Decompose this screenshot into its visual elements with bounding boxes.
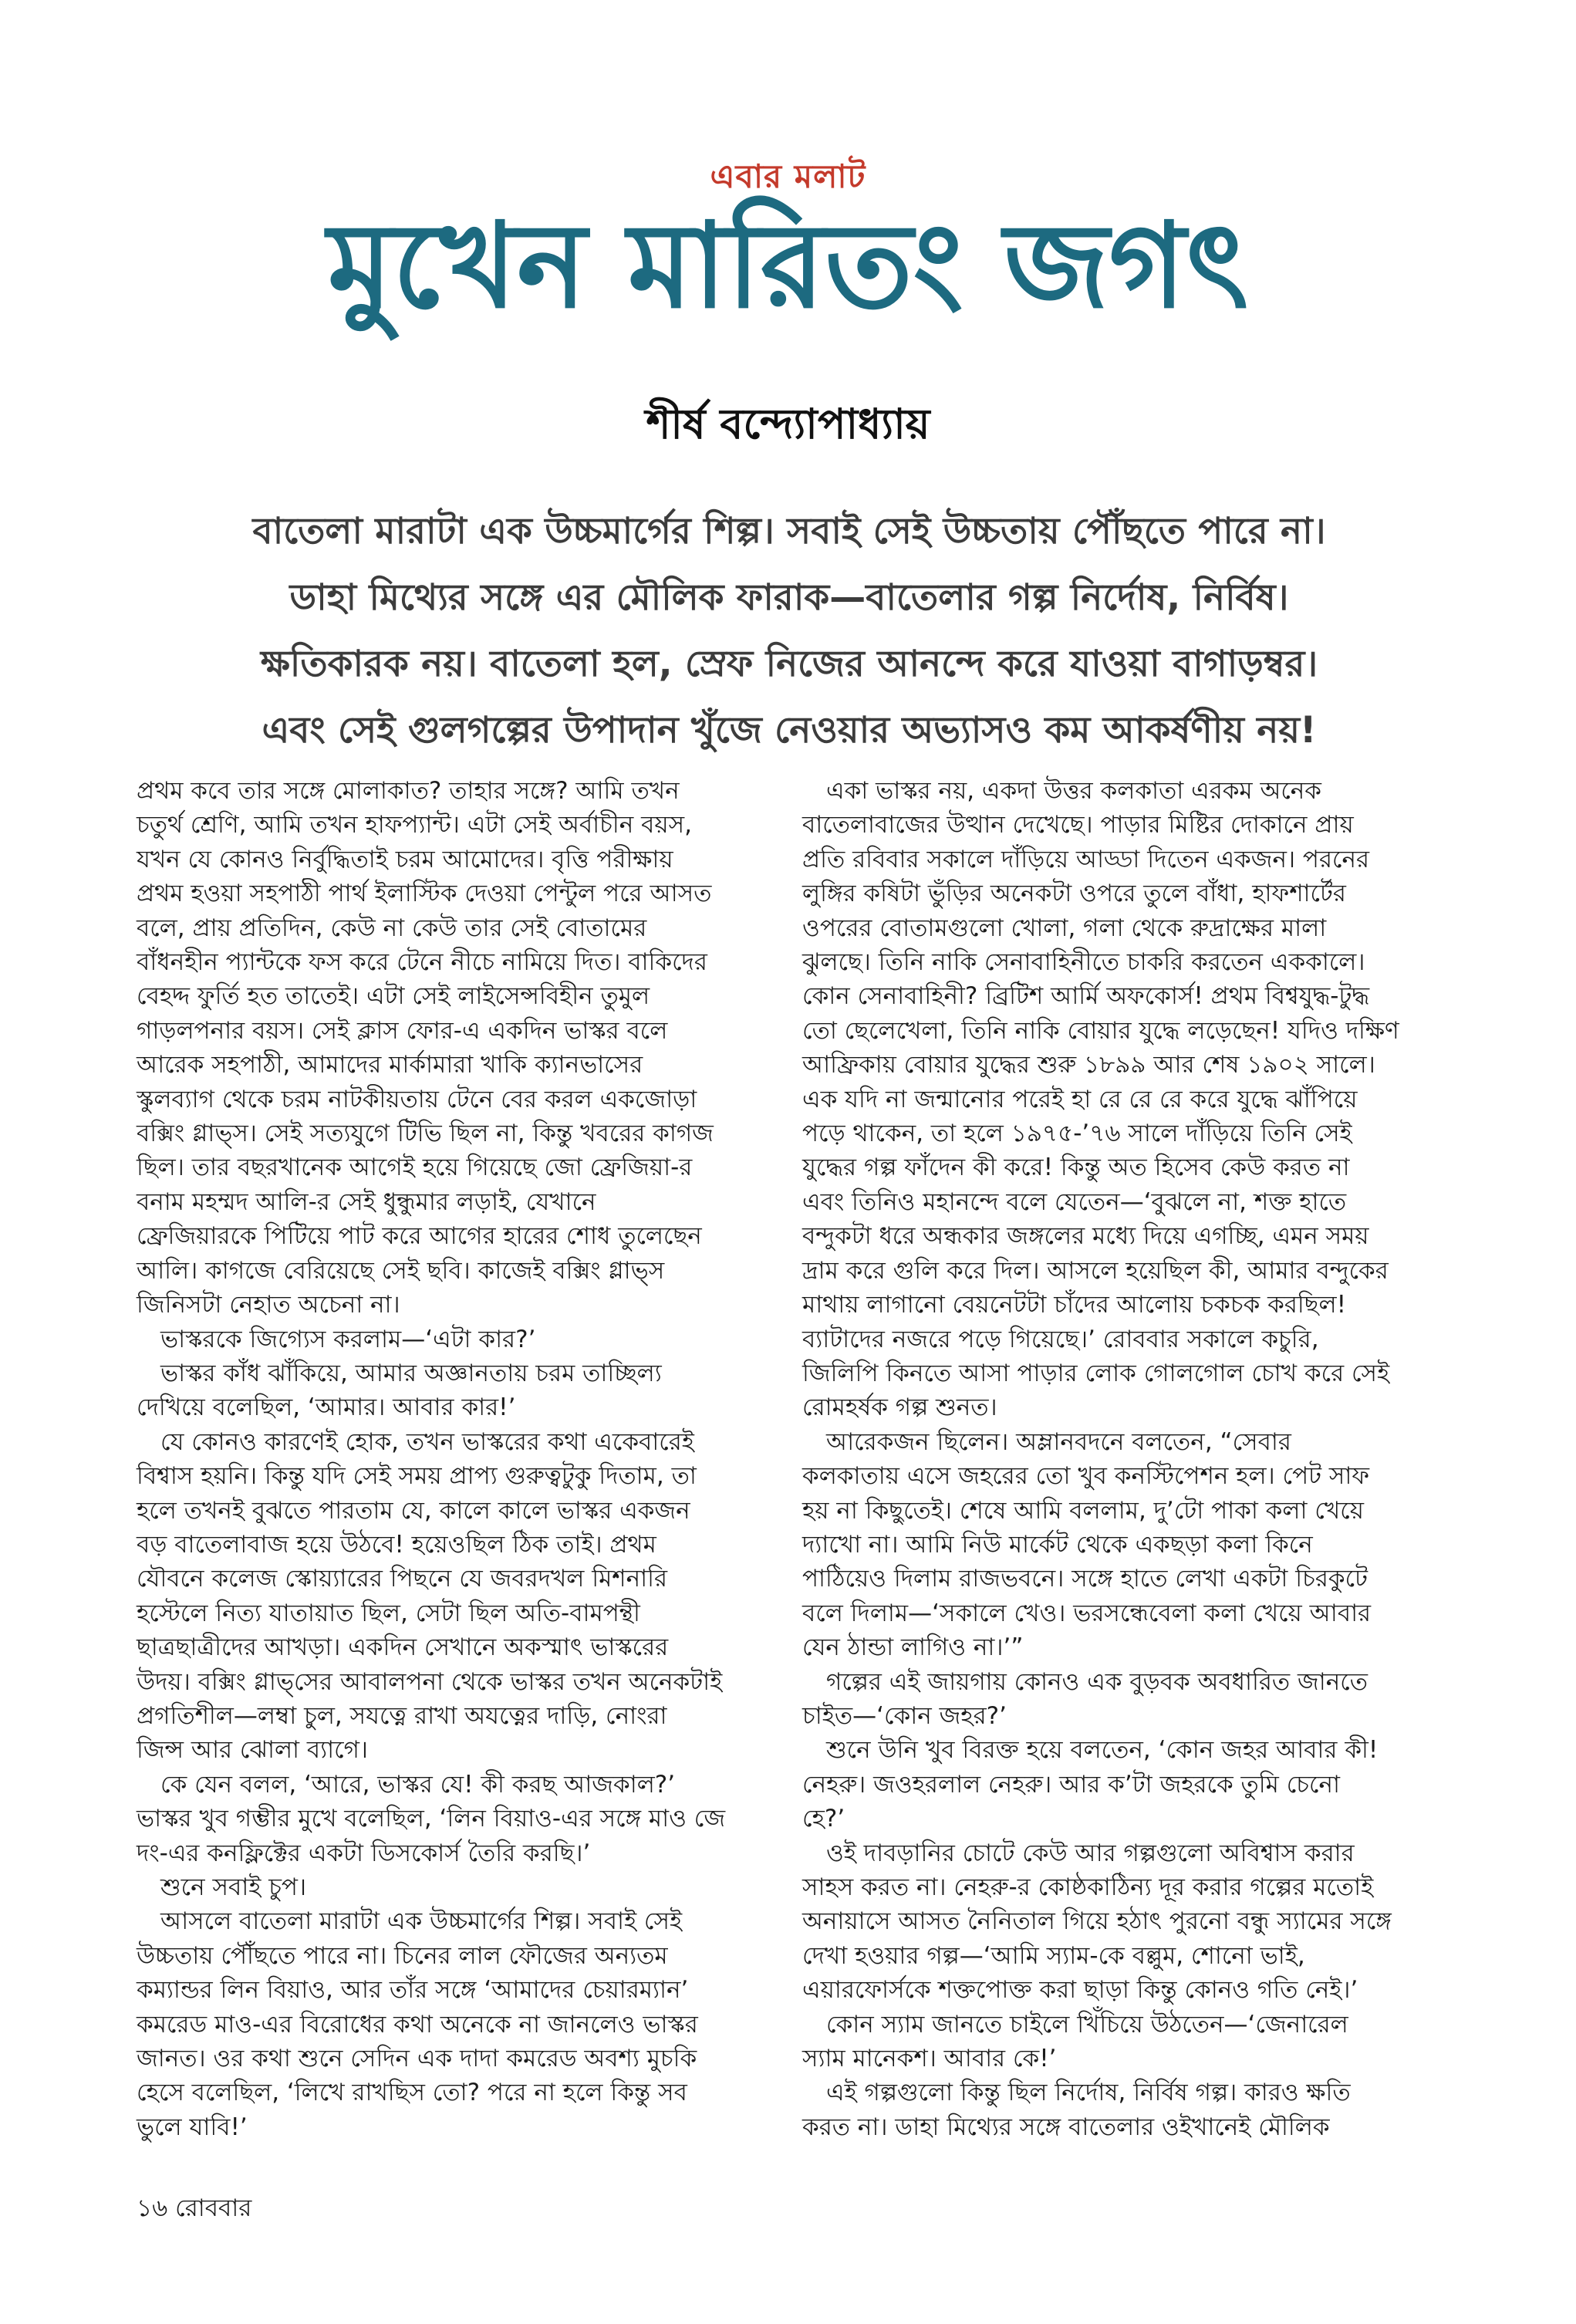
text-line: হয় না কিছুতেই। শেষে আমি বললাম, দু’টো পাকা কলা খেয়ে [802, 1496, 1364, 1525]
lead-standfirst [137, 498, 1442, 764]
text-line: চতুর্থ শ্রেণি, আমি তখন হাফপ্যান্ট। এটা সেই অর্বাচীন বয়স, [137, 811, 692, 839]
text-line: হলে তখনই বুঝতে পারতাম যে, কালে কালে ভাস্কর একজন [137, 1496, 690, 1525]
text-line: বন্দুকটা ধরে অন্ধকার জঙ্গলের মধ্যে দিয়ে এগচ্ছি, এমন সময় [802, 1222, 1369, 1251]
text-line: ভুলে যাবি!’ [137, 2113, 248, 2141]
text-line: গল্পের এই জায়গায় কোনও এক বুড়বক অবধারিত জানতে [802, 1667, 1368, 1696]
text-line: করত না। ডাহা মিথ্যের সঙ্গে বাতেলার ওইখানেই মৌলিক [802, 2113, 1330, 2141]
text-line: দং-এর কনফ্লিক্টের একটা ডিসকোর্স তৈরি করছি।’ [137, 1839, 591, 1867]
text-line: হস্টেলে নিত্য যাতায়াত ছিল, সেটা ছিল অতি-বামপন্থী [137, 1599, 640, 1627]
text-line: বেহদ্দ ফুর্তি হত তাতেই। এটা সেই লাইসেন্সবিহীন তুমুল [137, 982, 650, 1011]
text-line: গাড়লপনার বয়স। সেই ক্লাস ফোর-এ একদিন ভাস্কর বলে [137, 1016, 668, 1045]
text-line: কলকাতায় এসে জহরের তো খুব কনস্টিপেশন হল। পেট সাফ [802, 1462, 1369, 1491]
body-column-right [802, 774, 1449, 2144]
text-line: ওই দাবড়ানির চোটে কেউ আর গল্পগুলো অবিশ্বাস করার [802, 1839, 1355, 1867]
text-line: ভাস্কর কাঁধ ঝাঁকিয়ে, আমার অজ্ঞানতায় চরম তাচ্ছিল্য [137, 1359, 662, 1387]
text-line: জিলিপি কিনতে আসা পাড়ার লোক গোলগোল চোখ করে সেই [802, 1359, 1390, 1387]
text-line: তো ছেলেখেলা, তিনি নাকি বোয়ার যুদ্ধে লড়েছেন! যদিও দক্ষিণ [802, 1016, 1399, 1045]
text-line: বলে, প্রায় প্রতিদিন, কেউ না কেউ তার সেই বোতামের [137, 914, 647, 942]
text-line: ডাহা মিথ্যের সঙ্গে এর মৌলিক ফারাক—বাতেলার গল্প নির্দোষ, নির্বিষ। [289, 576, 1289, 619]
text-line: বাতেলা মারাটা এক উচ্চমার্গের শিল্প। সবাই সেই উচ্চতায় পৌঁছতে পারে না। [252, 510, 1326, 552]
text-line: পড়ে থাকেন, তা হলে ১৯৭৫-’৭৬ সালে দাঁড়িয়ে তিনি সেই [802, 1120, 1352, 1148]
text-line: স্কুলব্যাগ থেকে চরম নাটকীয়তায় টেনে বের করল একজোড়া [137, 1085, 697, 1113]
text-line: হে?’ [802, 1805, 845, 1833]
text-line: জানত। ওর কথা শুনে সেদিন এক দাদা কমরেড অবশ্য মুচকি [137, 2045, 697, 2073]
text-line: এবং তিনিও মহানন্দে বলে যেতেন—‘বুঝলে না, শক্ত হাতে [802, 1187, 1347, 1216]
author-byline: শীর্ষ বন্দ্যোপাধ্যায় [646, 400, 930, 448]
text-line: বক্সিং গ্লাভ্‌স। সেই সত্যযুগে টিভি ছিল না, কিন্তু খবরের কাগজ [137, 1120, 714, 1148]
text-line: লুঙ্গির কষিটা ভুঁড়ির অনেকটা ওপরে তুলে বাঁধা, হাফশার্টের [802, 880, 1346, 908]
text-line: উচ্চতায় পৌঁছতে পারে না। চিনের লাল ফৌজের অন্যতম [137, 1941, 668, 1970]
text-line: নেহরু। জওহরলাল নেহরু। আর ক’টা জহরকে তুমি চেনো [802, 1770, 1340, 1799]
text-line: যৌবনে কলেজ স্কোয়্যারের পিছনে যে জবরদখল মিশনারি [137, 1565, 668, 1593]
text-line: রোমহর্ষক গল্প শুনত। [802, 1393, 997, 1422]
text-line: আফ্রিকায় বোয়ার যুদ্ধের শুরু ১৮৯৯ আর শেষ ১৯০২ সালে। [802, 1051, 1375, 1079]
text-line: উদয়। বক্সিং গ্লাভ্‌সের আবালপনা থেকে ভাস্কর তখন অনেকটাই [137, 1667, 723, 1696]
text-line: ক্ষতিকারক নয়। বাতেলা হল, স্রেফ নিজের আনন্দে করে যাওয়া বাগাড়ম্বর। [260, 643, 1318, 685]
text-line: আরেক সহপাঠী, আমাদের মার্কামারা খাকি ক্যানভাসের [137, 1051, 643, 1079]
text-line: ওপরের বোতামগুলো খোলা, গলা থেকে রুদ্রাক্ষের মালা [802, 914, 1327, 942]
text-line: দ্রাম করে গুলি করে দিল। আসলে হয়েছিল কী, আমার বন্দুকের [802, 1256, 1389, 1285]
text-line: চাইত—‘কোন জহর?’ [802, 1701, 1007, 1730]
text-line: এবং সেই গুলগল্পের উপাদান খুঁজে নেওয়ার অভ্যাসও কম আকর্ষণীয় নয়! [262, 709, 1317, 752]
text-line: এক যদি না জন্মানোর পরেই হা রে রে রে করে যুদ্ধে ঝাঁপিয়ে [802, 1085, 1358, 1113]
text-line: কম্যান্ডর লিন বিয়াও, আর তাঁর সঙ্গে ‘আমাদের চেয়ারম্যান’ [137, 1976, 689, 2005]
text-line: ফ্রেজিয়ারকে পিটিয়ে পাট করে আগের হারের শোধ তুলেছেন [137, 1222, 702, 1251]
text-line: প্রথম কবে তার সঙ্গে মোলাকাত? তাহার সঙ্গে? আমি তখন [137, 777, 680, 805]
text-line: যুদ্ধের গল্প ফাঁদেন কী করে! কিন্তু অত হিসেব কেউ করত না [802, 1154, 1350, 1182]
text-line: আসলে বাতেলা মারাটা এক উচ্চমার্গের শিল্প। সবাই সেই [137, 1907, 683, 1936]
text-line: বড় বাতেলাবাজ হয়ে উঠবে! হয়েওছিল ঠিক তাই। প্রথম [137, 1530, 656, 1559]
article-title: মুখেন মারিতং জগৎ [327, 198, 1249, 334]
body-column-left [137, 774, 783, 2144]
text-line: যে কোনও কারণেই হোক, তখন ভাস্করের কথা একেবারেই [137, 1427, 694, 1456]
text-line: কমরেড মাও-এর বিরোধের কথা অনেকে না জানলেও ভাস্কর [137, 2010, 698, 2039]
section-kicker: এবার মলাট [710, 157, 866, 195]
text-line: কোন স্যাম জানতে চাইলে খিঁচিয়ে উঠতেন—‘জেনারেল [802, 2010, 1348, 2039]
text-line: আলি। কাগজে বেরিয়েছে সেই ছবি। কাজেই বক্সিং গ্লাভ্‌স [137, 1256, 665, 1285]
text-line: ছিল। তার বছরখানেক আগেই হয়ে গিয়েছে জো ফ্রেজিয়া-র [137, 1154, 693, 1182]
text-line: সাহস করত না। নেহরু-র কোষ্ঠকাঠিন্য দূর করার গল্পের মতোই [802, 1873, 1374, 1901]
text-line: জিনিসটা নেহাত অচেনা না। [137, 1291, 400, 1319]
page-footer: ১৬ রোববার [137, 2194, 252, 2222]
text-line: হেসে বলেছিল, ‘লিখে রাখছিস তো? পরে না হলে কিন্তু সব [137, 2079, 687, 2107]
text-line: বাতেলাবাজের উত্থান দেখেছে। পাড়ার মিষ্টির দোকানে প্রায় [802, 811, 1354, 839]
text-line: শুনে সবাই চুপ। [137, 1873, 307, 1901]
text-line: ব্যাটাদের নজরে পড়ে গিয়েছে।’ রোববার সকালে কচুরি, [802, 1325, 1319, 1353]
text-line: দ্যাখো না। আমি নিউ মার্কেট থেকে একছড়া কলা কিনে [802, 1530, 1313, 1559]
text-line: কোন সেনাবাহিনী? ব্রিটিশ আর্মি অফকোর্স! প্রথম বিশ্বযুদ্ধ-টুদ্ধ [802, 982, 1370, 1011]
text-line: দেখা হওয়ার গল্প—‘আমি স্যাম-কে বল্লুম, শোনো ভাই, [802, 1941, 1305, 1970]
text-line: এয়ারফোর্সকে শক্তপোক্ত করা ছাড়া কিন্তু কোনও গতি নেই।’ [802, 1976, 1358, 2005]
text-line: প্রথম হওয়া সহপাঠী পার্থ ইলাস্টিক দেওয়া পেন্টুল পরে আসত [137, 880, 712, 908]
text-line: ঝুলছে। তিনি নাকি সেনাবাহিনীতে চাকরি করতেন এককালে। [802, 948, 1365, 977]
text-line: বাঁধনহীন প্যান্টকে ফস করে টেনে নীচে নামিয়ে দিত। বাকিদের [137, 948, 707, 977]
text-line: কে যেন বলল, ‘আরে, ভাস্কর যে! কী করছ আজকাল?’ [137, 1770, 676, 1799]
text-line: মাথায় লাগানো বেয়নেটটা চাঁদের আলোয় চকচক করছিল! [802, 1291, 1347, 1319]
text-line: জিন্স আর ঝোলা ব্যাগে। [137, 1736, 368, 1765]
text-line: প্রতি রবিবার সকালে দাঁড়িয়ে আড্ডা দিতেন একজন। পরনের [802, 845, 1370, 873]
text-line: এই গল্পগুলো কিন্তু ছিল নির্দোষ, নির্বিষ গল্প। কারও ক্ষতি [802, 2079, 1351, 2107]
text-line: ছাত্রছাত্রীদের আখড়া। একদিন সেখানে অকস্মাৎ ভাস্করের [137, 1633, 669, 1662]
text-line: স্যাম মানেকশ। আবার কে!’ [802, 2045, 1057, 2073]
text-line: ভাস্কর খুব গম্ভীর মুখে বলেছিল, ‘লিন বিয়াও-এর সঙ্গে মাও জে [137, 1805, 726, 1833]
text-line: একা ভাস্কর নয়, একদা উত্তর কলকাতা এরকম অনেক [802, 777, 1321, 805]
text-line: যখন যে কোনও নির্বুদ্ধিতাই চরম আমোদের। বৃত্তি পরীক্ষায় [137, 845, 673, 873]
text-line: বিশ্বাস হয়নি। কিন্তু যদি সেই সময় প্রাপ্য গুরুত্বটুকু দিতাম, তা [137, 1462, 697, 1491]
text-line: বনাম মহম্মদ আলি-র সেই ধুন্ধুমার লড়াই, যেখানে [137, 1187, 596, 1216]
text-line: যেন ঠান্ডা লাগিও না।’” [802, 1633, 1024, 1662]
text-line: ভাস্করকে জিগ্যেস করলাম—‘এটা কার?’ [137, 1325, 536, 1353]
text-line: অনায়াসে আসত নৈনিতাল গিয়ে হঠাৎ পুরনো বন্ধু স্যামের সঙ্গে [802, 1907, 1392, 1936]
text-line: আরেকজন ছিলেন। অম্লানবদনে বলতেন, “সেবার [802, 1427, 1291, 1456]
text-line: শুনে উনি খুব বিরক্ত হয়ে বলতেন, ‘কোন জহর আবার কী! [802, 1736, 1379, 1765]
text-line: বলে দিলাম—‘সকালে খেও। ভরসন্ধেবেলা কলা খেয়ে আবার [802, 1599, 1372, 1627]
text-line: দেখিয়ে বলেছিল, ‘আমার। আবার কার!’ [137, 1393, 516, 1422]
text-line: পাঠিয়েও দিলাম রাজভবনে। সঙ্গে হাতে লেখা একটা চিরকুটে [802, 1565, 1368, 1593]
text-line: প্রগতিশীল—লম্বা চুল, সযত্নে রাখা অযত্নের দাড়ি, নোংরা [137, 1701, 667, 1730]
